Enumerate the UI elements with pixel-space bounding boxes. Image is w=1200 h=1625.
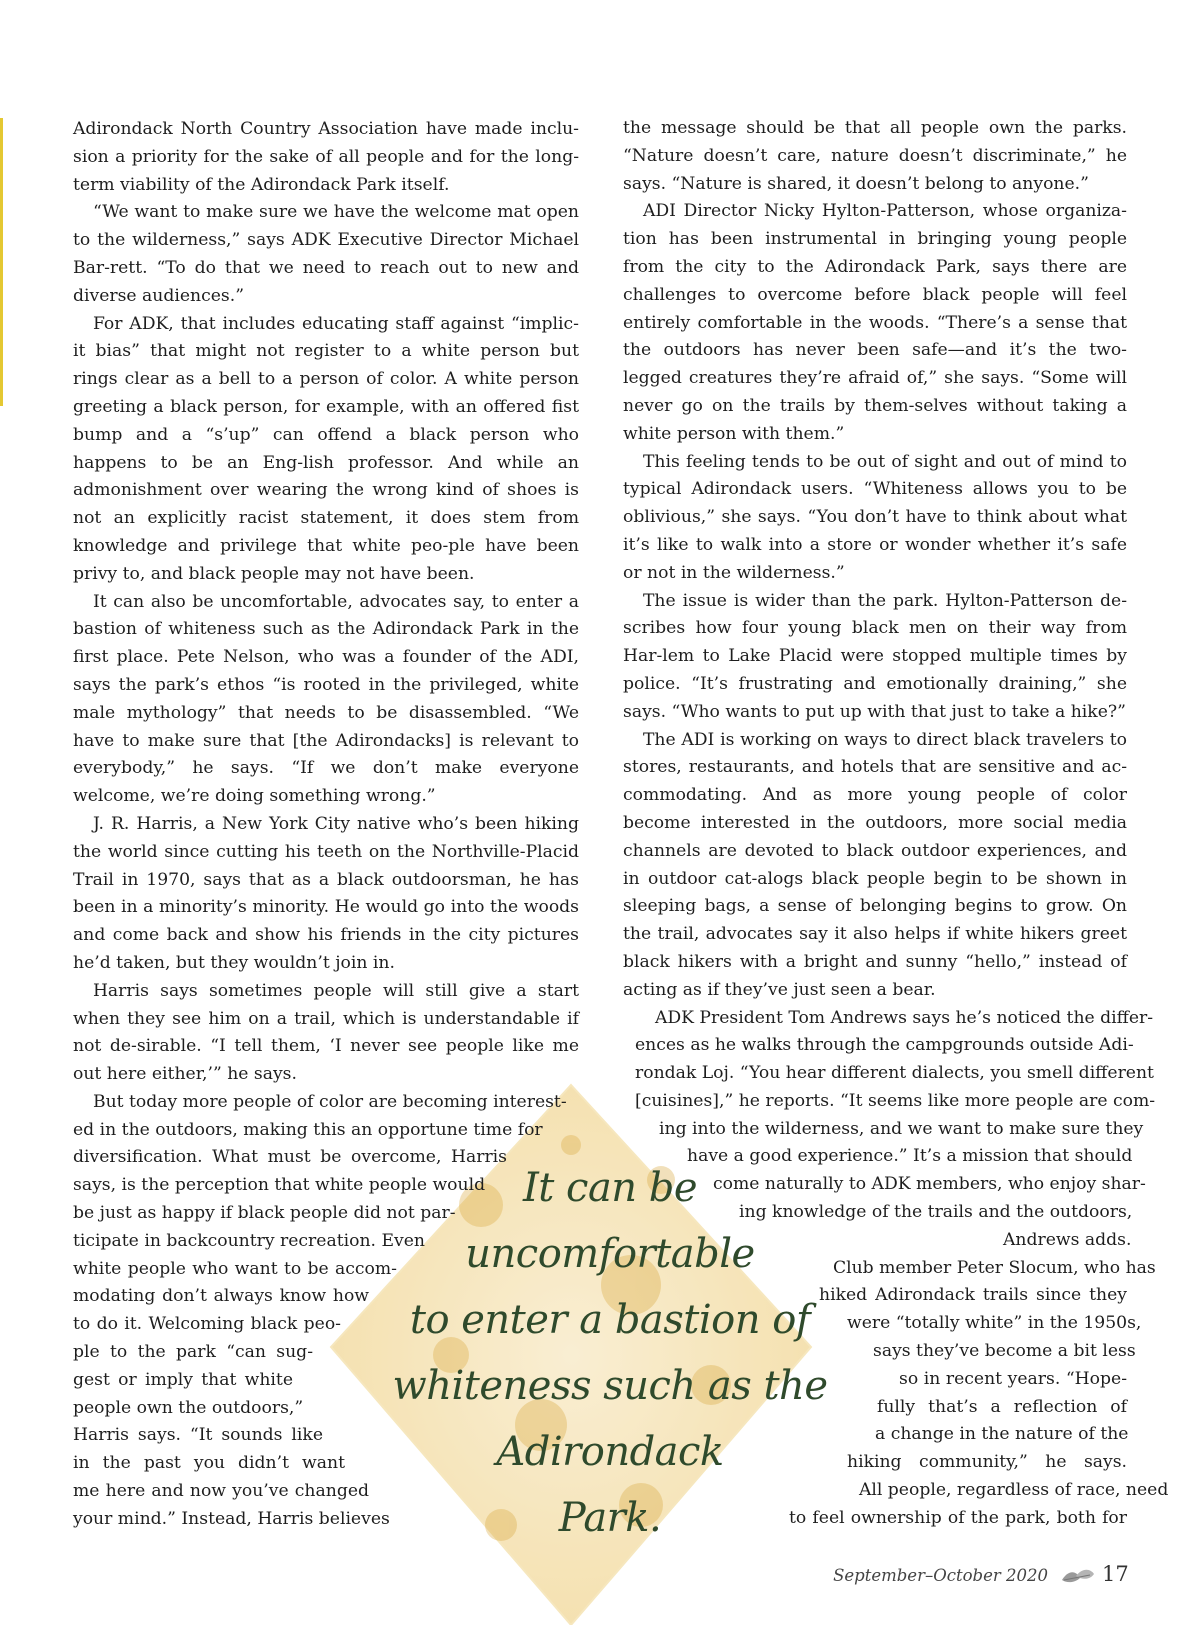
- text-line: be just as happy if black people did not par-: [73, 1203, 456, 1224]
- text-line: Harris says. “It sounds like: [73, 1425, 323, 1446]
- right-paragraph-3: This feeling tends to be out of sight and out of mind to typical Adirondack users. “Whiteness allows you to be oblivious,” she says. “You don’t have to think about what it’s like to walk into a store or wonder whether it’s safe or not in the wilderness.”: [623, 451, 1127, 583]
- pullquote: [380, 1155, 840, 1551]
- pullquote-line: whiteness such as the: [392, 1363, 828, 1409]
- text-line: [cuisines],” he reports. “It seems like more people are com-: [635, 1090, 1156, 1111]
- pullquote-line: It can be: [522, 1165, 698, 1211]
- text-line: modating don’t always know how: [73, 1286, 369, 1307]
- pullquote-line: uncomfortable: [465, 1231, 755, 1277]
- text-line: hiking community,” he says.: [847, 1452, 1127, 1473]
- text-line: so in recent years. “Hope-: [899, 1368, 1127, 1389]
- text-line: a change in the nature of the: [875, 1424, 1129, 1445]
- text-line: in the past you didn’t want: [73, 1453, 345, 1474]
- page-footer: [0, 1564, 1200, 1594]
- text-line: to feel ownership of the park, both for: [789, 1507, 1127, 1528]
- text-line: diversification. What must be overcome, Harris: [73, 1147, 507, 1168]
- text-line: me here and now you’ve changed: [73, 1481, 369, 1502]
- text-line: white people who want to be accom-: [73, 1258, 397, 1279]
- text-line: come naturally to ADK members, who enjoy shar-: [713, 1174, 1146, 1195]
- text-line: ences as he walks through the campgrounds outside Adi-: [635, 1035, 1134, 1056]
- text-line: All people, regardless of race, need: [858, 1480, 1169, 1501]
- right-paragraph-2: ADI Director Nicky Hylton-Patterson, whose organiza-tion has been instrumental in bringing young people from the city to the Adirondack Park, says there are challenges to overcome before black people will feel entirely comfortable in the woods. “There’s a sense that the outdoors has never been safe—and it’s the two-legged creatures they’re afraid of,” she says. “Some will never go on the trails by them-selves without taking a white person with them.”: [623, 201, 1127, 444]
- text-line: were “totally white” in the 1950s,: [847, 1313, 1142, 1334]
- left-paragraph-5: J. R. Harris, a New York City native who’s been hiking the world since cutting his teeth on the Northville-Placid Trail in 1970, says that as a black outdoorsman, he has been in a minority’s minority. He would go into the woods and come back and show his friends in the city pictures he’d taken, but they wouldn’t join in.: [73, 813, 579, 973]
- page-number: 17: [1102, 1562, 1129, 1586]
- text-line: ple to the park “can sug-: [73, 1342, 313, 1363]
- text-line: says, is the perception that white people would: [73, 1175, 486, 1196]
- text-line: Club member Peter Slocum, who has: [832, 1257, 1156, 1278]
- text-line: ADK President Tom Andrews says he’s noticed the differ-: [654, 1007, 1154, 1028]
- left-paragraph-1: Adirondack North Country Association have made inclu-sion a priority for the sake of all people and for the long-term viability of the Adirondack Park itself.: [73, 119, 579, 195]
- pullquote-line: to enter a bastion of: [409, 1297, 811, 1343]
- accent-rule: [0, 118, 3, 406]
- text-line: ing into the wilderness, and we want to make sure they: [659, 1118, 1144, 1139]
- text-line: rondak Loj. “You hear different dialects, you smell different: [635, 1063, 1154, 1084]
- left-paragraph-6: Harris says sometimes people will still give a start when they see him on a trail, which is understandable if not de-sirable. “I tell them, ‘I never see people like me out here either,’” he says.: [73, 980, 579, 1085]
- left-paragraph-3: For ADK, that includes educating staff against “implic-it bias” that might not register to a white person but rings clear as a bell to a person of color. A white person greeting a black person, for example, with an offered fist bump and a “s’up” can offend a black person who happens to be an Eng-lish professor. And while an admonishment over wearing the wrong kind of shoes is not an explicitly racist statement, it does stem from knowledge and privilege that white peo-ple have been privy to, and black people may not have been.: [73, 313, 579, 584]
- text-line: to do it. Welcoming black peo-: [73, 1314, 341, 1335]
- text-line: ticipate in backcountry recreation. Even: [73, 1230, 425, 1251]
- text-line: Andrews adds.: [1003, 1229, 1132, 1250]
- pullquote-line: Park.: [558, 1495, 662, 1541]
- text-line: But today more people of color are becoming interest-: [92, 1091, 567, 1112]
- right-paragraph-4: The issue is wider than the park. Hylton-Patterson de-scribes how four young black men on their way from Har-lem to Lake Placid were stopped multiple times by police. “It’s frustrating and emotionally draining,” she says. “Who wants to put up with that just to take a hike?”: [623, 590, 1127, 722]
- text-line: gest or imply that white: [73, 1369, 293, 1390]
- text-line: have a good experience.” It’s a mission that should: [687, 1146, 1133, 1167]
- left-paragraph-4: It can also be uncomfortable, advocates say, to enter a bastion of whiteness such as the Adirondack Park in the first place. Pete Nelson, who was a founder of the ADI, says the park’s ethos “is rooted in the privileged, white male mythology” that needs to be disassembled. “We have to make sure that [the Adirondacks] is relevant to everybody,” he says. “If we don’t make everyone welcome, we’re doing something wrong.”: [73, 591, 579, 807]
- leaf-ornament-icon: [1060, 1566, 1096, 1592]
- text-line: says they’ve become a bit less: [873, 1341, 1136, 1362]
- text-line: ing knowledge of the trails and the outdoors,: [739, 1202, 1133, 1223]
- pullquote-line: Adirondack: [496, 1429, 724, 1475]
- text-line: ed in the outdoors, making this an opportune time for: [73, 1119, 543, 1140]
- right-paragraph-1: the message should be that all people own the parks. “Nature doesn’t care, nature doesn’t discriminate,” he says. “Nature is shared, it doesn’t belong to anyone.”: [623, 118, 1127, 194]
- left-paragraph-2: “We want to make sure we have the welcome mat open to the wilderness,” says ADK Executive Director Michael Bar-rett. “To do that we need to reach out to new and diverse audiences.”: [73, 202, 579, 306]
- text-line: your mind.” Instead, Harris believes: [73, 1508, 390, 1529]
- text-line: people own the outdoors,”: [73, 1397, 304, 1418]
- right-paragraph-5: The ADI is working on ways to direct black travelers to stores, restaurants, and hotels that are sensitive and ac-commodating. And as more young people of color become interested in the outdoors, more social media channels are devoted to black outdoor experiences, and in outdoor cat-alogs black people begin to be shown in sleeping bags, a sense of belonging begins to grow. On the trail, advocates say it also helps if white hikers greet black hikers with a bright and sunny “hello,” instead of acting as if they’ve just seen a bear.: [623, 729, 1127, 1000]
- issue-date: September–October 2020: [833, 1566, 1048, 1585]
- text-line: fully that’s a reflection of: [877, 1396, 1127, 1417]
- text-line: hiked Adirondack trails since they: [819, 1285, 1127, 1306]
